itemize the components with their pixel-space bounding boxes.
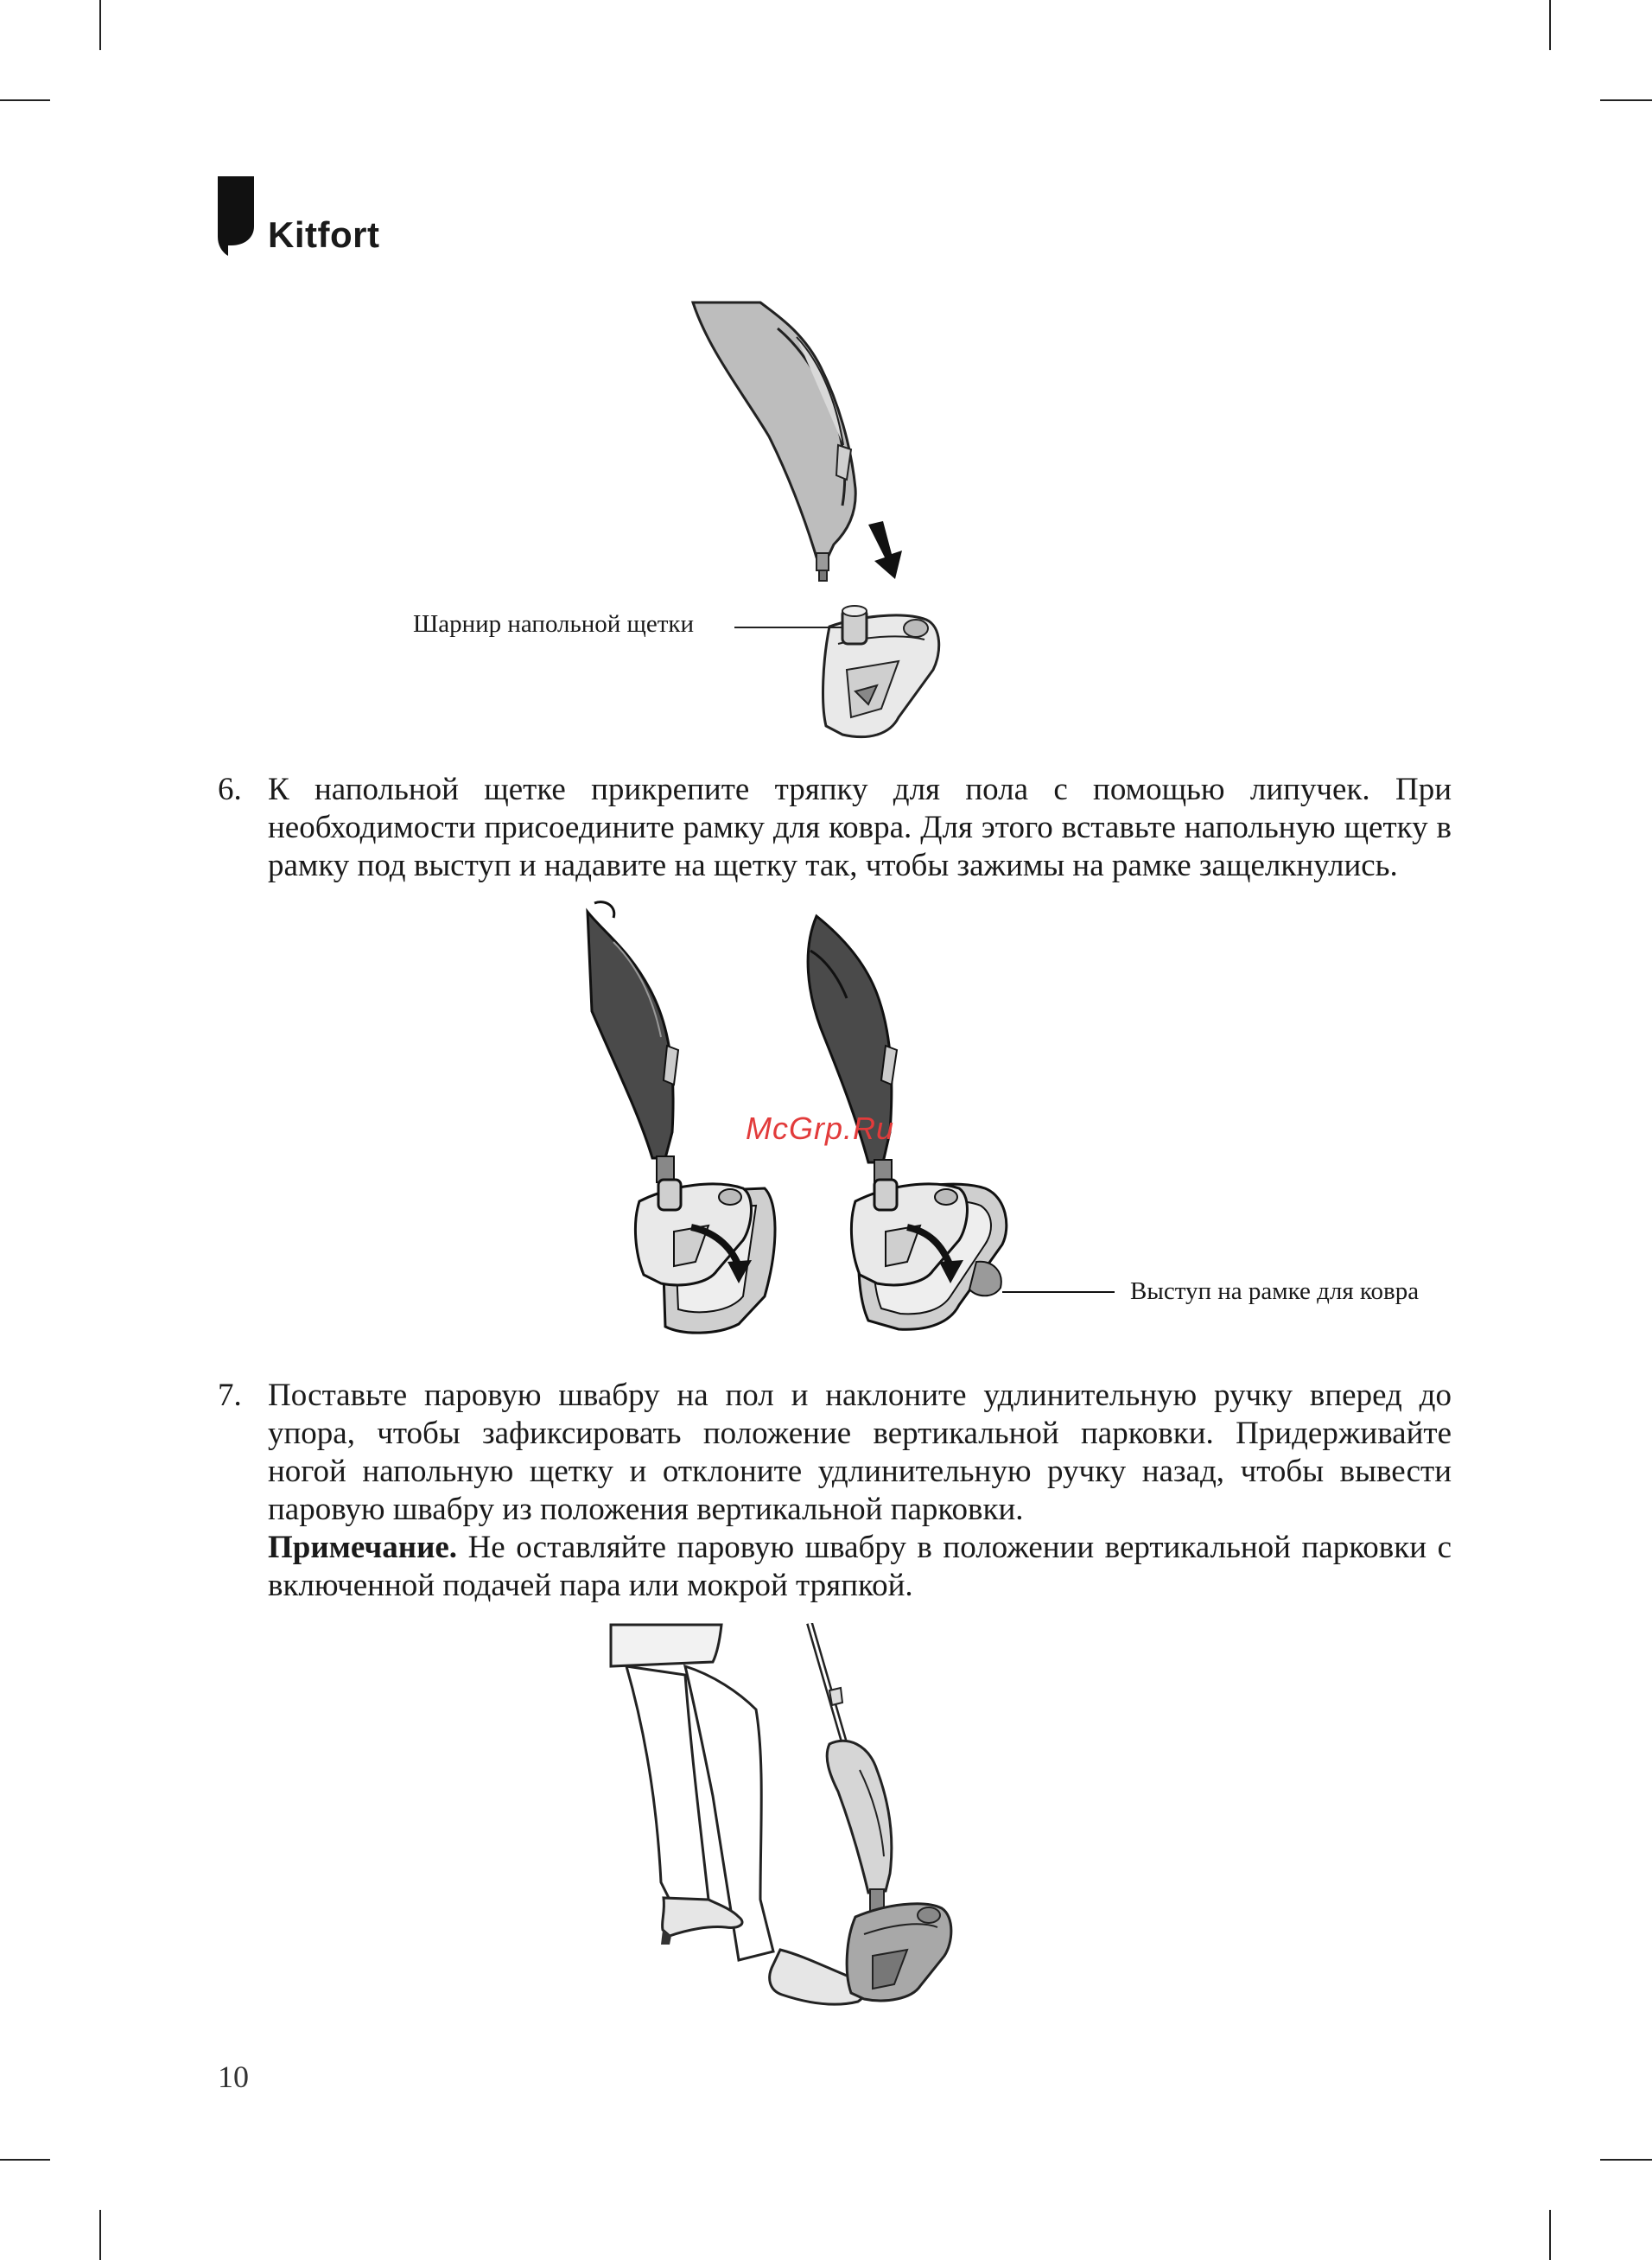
step-7-paragraph: Поставьте паровую швабру на пол и наклоните удлинительную ручку вперед до упора, чтобы зафиксировать положение вертикальной парковки. Придерживайте ногой напольную щетку и отклоните удлинительную ручку назад, чтобы вывести паровую швабру из положения вертикальной парковки. [268, 1378, 1452, 1527]
figure-attach-handle [674, 298, 976, 748]
step-text-7 [268, 1377, 1452, 1605]
note-text: Не оставляйте паровую швабру в положении вертикальной парковки с включенной подачей пара или мокрой тряпкой. [268, 1530, 1452, 1603]
crop-mark-bottom-right-v [1549, 2210, 1551, 2260]
brand-name: Kitfort [268, 214, 380, 255]
crop-mark-bottom-left-h [0, 2159, 50, 2161]
step-text-6 [268, 771, 1452, 885]
step-number-7: 7. [218, 1378, 242, 1413]
callout-frame-tab: Выступ на рамке для ковра [1130, 1277, 1420, 1305]
callout-brush-joint: Шарнир напольной щетки [413, 610, 695, 638]
crop-mark-bottom-left-v [99, 2210, 101, 2260]
crop-mark-top-right-v [1549, 0, 1551, 50]
kitfort-logo-icon [218, 176, 254, 256]
page-number: 10 [218, 2059, 249, 2094]
crop-mark-top-right-h [1600, 99, 1652, 101]
figure-parking-position [609, 1623, 1007, 2055]
crop-mark-top-left-h [0, 99, 50, 101]
crop-mark-bottom-right-h [1600, 2159, 1652, 2161]
step-7-note [268, 1529, 1452, 1605]
crop-mark-top-left-v [99, 0, 101, 50]
step-number-6: 6. [218, 772, 242, 807]
watermark-text: McGrp.Ru [746, 1111, 895, 1146]
note-label: Примечание. [268, 1530, 458, 1565]
step-6-paragraph: К напольной щетке прикрепите тряпку для пола с помощью липучек. При необходимости присоедините рамку для ковра. Для этого вставьте напольную щетку в рамку под выступ и надавите на щетку так, чтобы зажимы на рамке защелкнулись. [268, 772, 1452, 883]
